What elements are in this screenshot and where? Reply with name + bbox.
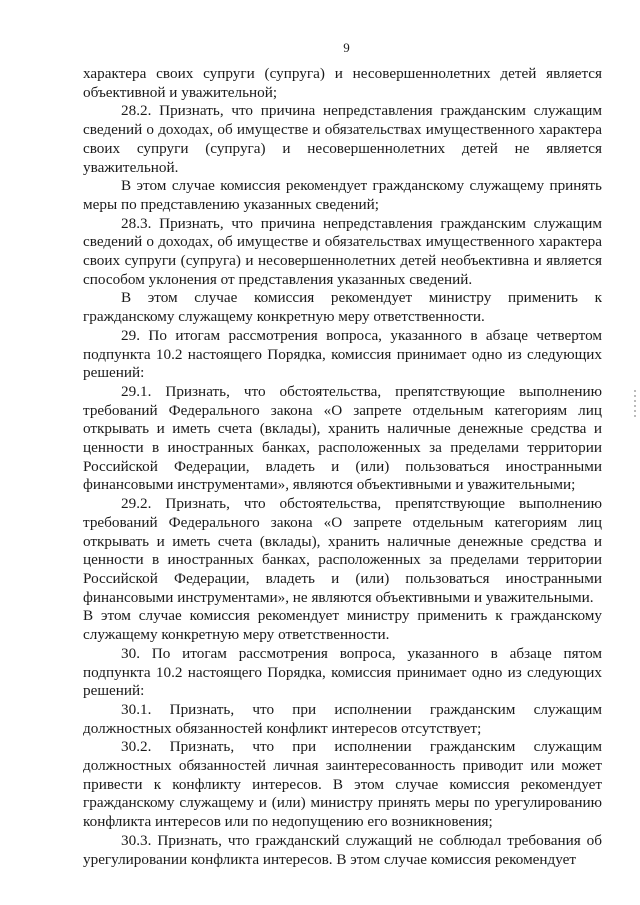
paragraph-29-1: 29.1. Признать, что обстоятельства, препятствующие выполнению требований Федерального закона «О запрете отдельным категориям лиц открывать и иметь счета (вклады), хранить наличные денежные средства и ценности в иностранных банках, расположенных за пределами территории Российской Федерации, владеть и (или) пользоваться иностранными финансовыми инструментами», являются объективными и уважительными; — [83, 382, 602, 494]
scan-edge-mark — [634, 390, 636, 420]
paragraph-30-2: 30.2. Признать, что при исполнении гражданским служащим должностных обязанностей личная заинтересованность приводит или может привести к конфликту интересов. В этом случае комиссия рекомендует гражданскому служащему и (или) министру принять меры по урегулированию конфликта интересов или по недопущению его возникновения; — [83, 738, 602, 831]
paragraph-28-2: 28.2. Признать, что причина непредставления гражданским служащим сведений о доходах, об имуществе и обязательствах имущественного характера своих супруги (супруга) и несовершеннолетних детей не является уважительной. — [83, 102, 602, 176]
page-number: 9 — [343, 40, 350, 55]
paragraph-30-3: 30.3. Признать, что гражданский служащий не соблюдал требования об урегулировании конфликта интересов. В этом случае комиссия рекомендует — [83, 831, 602, 868]
paragraph-28-3: 28.3. Признать, что причина непредставления гражданским служащим сведений о доходах, об имуществе и обязательствах имущественного характера своих супруги (супруга) и несовершеннолетних детей необъективна и является способом уклонения от представления указанных сведений. — [83, 214, 602, 288]
paragraph-29-2: 29.2. Признать, что обстоятельства, препятствующие выполнению требований Федерального закона «О запрете отдельным категориям лиц открывать и иметь счета (вклады), хранить наличные денежные средства и ценности в иностранных банках, расположенных за пределами территории Российской Федерации, владеть и (или) пользоваться иностранными финансовыми инструментами», не являются объективными и уважительными. — [83, 495, 602, 606]
paragraph-30: 30. По итогам рассмотрения вопроса, указанного в абзаце пятом подпункта 10.2 настоящего Порядка, комиссия принимает одно из следующих решений: — [83, 644, 602, 700]
paragraph-28-1-continuation: характера своих супруги (супруга) и несовершеннолетних детей является объективной и уважительной; — [83, 65, 602, 101]
paragraph-30-1: 30.1. Признать, что при исполнении гражданским служащим должностных обязанностей конфликт интересов отсутствует; — [83, 700, 602, 737]
paragraph-28-2-recommendation: В этом случае комиссия рекомендует гражданскому служащему принять меры по представлению указанных сведений; — [83, 177, 602, 213]
paragraph-29: 29. По итогам рассмотрения вопроса, указанного в абзаце четвертом подпункта 10.2 настоящего Порядка, комиссия принимает одно из следующих решений: — [83, 326, 602, 382]
paragraph-29-2-recommendation: В этом случае комиссия рекомендует министру применить к гражданскому служащему конкретную меру ответственности. — [83, 607, 602, 644]
paragraph-28-3-recommendation: В этом случае комиссия рекомендует министру применить к гражданскому служащему конкретную меру ответственности. — [83, 289, 602, 326]
